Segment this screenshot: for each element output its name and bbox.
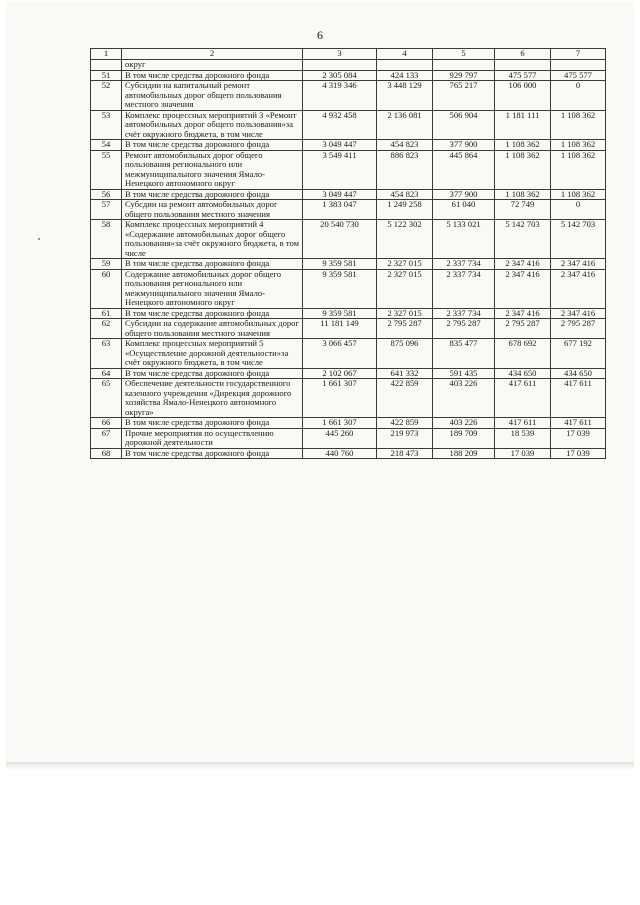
table-row [91,308,606,319]
value-col-3: 3 549 411 [303,150,377,189]
row-name: Субсидии на содержание автомобильных дорог общего пользования местного значения [122,319,303,339]
row-number [91,60,122,71]
row-number: 64 [91,368,122,379]
value-col-7: 2 347 416 [551,259,606,270]
value-col-6: 417 611 [495,379,551,418]
value-col-3: 2 305 084 [303,70,377,81]
value-col-4: 641 332 [377,368,433,379]
row-name: Субсдии на ремонт автомобильных дорог общего пользования местного значения [122,200,303,220]
table-row [91,60,606,71]
value-col-5: 2 795 287 [433,319,495,339]
value-col-6: 2 347 416 [495,259,551,270]
page-edge-shadow [6,762,634,770]
value-col-5: 61 040 [433,200,495,220]
value-col-4: 2 327 015 [377,269,433,308]
value-col-3: 3 049 447 [303,189,377,200]
value-col-7: 2 347 416 [551,269,606,308]
budget-table [90,48,606,459]
value-col-3: 3 066 457 [303,339,377,369]
header-cell: 1 [91,49,122,60]
value-col-7: 417 611 [551,418,606,429]
value-col-3: 11 181 149 [303,319,377,339]
value-col-6: 1 181 111 [495,110,551,140]
table-row [91,428,606,448]
value-col-3: 2 102 067 [303,368,377,379]
row-number: 58 [91,220,122,259]
header-cell: 3 [303,49,377,60]
value-col-5: 189 709 [433,428,495,448]
value-col-4: 219 973 [377,428,433,448]
value-col-4: 218 473 [377,448,433,459]
row-name: В том числе средства дорожного фонда [122,418,303,429]
value-col-4: 1 249 258 [377,200,433,220]
value-col-5: 506 904 [433,110,495,140]
row-name: В том числе средства дорожного фонда [122,140,303,151]
row-number: 57 [91,200,122,220]
row-name: Комплекс процессных мероприятий 5 «Осуществление дорожной деятельности»за счёт окружного бюджета, в том числе [122,339,303,369]
value-col-7: 1 108 362 [551,140,606,151]
value-col-7: 1 108 362 [551,150,606,189]
value-col-5: 377 900 [433,189,495,200]
row-name: Ремонт автомобильных дорог общего пользования регионального или межмуниципального значения Ямало-Ненецкого автономного округ [122,150,303,189]
table-row [91,319,606,339]
value-col-3: 3 049 447 [303,140,377,151]
value-col-4: 424 133 [377,70,433,81]
table-row [91,110,606,140]
value-col-6: 18 539 [495,428,551,448]
value-col-4: 454 823 [377,140,433,151]
value-col-5: 765 217 [433,81,495,111]
row-number: 67 [91,428,122,448]
value-col-4: 886 823 [377,150,433,189]
value-col-4: 422 859 [377,418,433,429]
value-col-7: 1 108 362 [551,189,606,200]
row-name: Комплекс процессных мероприятий 4 «Содержание автомобильных дорог общего пользования»за счёт окружного бюджета, в том числе [122,220,303,259]
value-col-7: 417 611 [551,379,606,418]
table-row [91,259,606,270]
row-name: В том числе средства дорожного фонда [122,259,303,270]
table-row [91,379,606,418]
table-row [91,418,606,429]
value-col-5: 2 337 734 [433,269,495,308]
value-col-6: 5 142 703 [495,220,551,259]
value-col-7: 17 039 [551,448,606,459]
value-col-7: 17 039 [551,428,606,448]
value-col-7: 2 795 287 [551,319,606,339]
value-col-4: 422 859 [377,379,433,418]
value-col-4: 5 122 302 [377,220,433,259]
value-col-4: 454 823 [377,189,433,200]
header-cell: 2 [122,49,303,60]
value-col-3: 1 383 047 [303,200,377,220]
value-col-4 [377,60,433,71]
table-row [91,189,606,200]
value-col-6: 1 108 362 [495,150,551,189]
value-col-3: 1 661 307 [303,418,377,429]
value-col-7 [551,60,606,71]
row-number: 62 [91,319,122,339]
value-col-6: 475 577 [495,70,551,81]
table-row [91,200,606,220]
value-col-4: 2 136 081 [377,110,433,140]
value-col-7: 5 142 703 [551,220,606,259]
table-row [91,140,606,151]
row-number: 61 [91,308,122,319]
value-col-4: 3 448 129 [377,81,433,111]
value-col-5: 403 226 [433,418,495,429]
value-col-3: 440 760 [303,448,377,459]
row-name: округ [122,60,303,71]
table-row [91,70,606,81]
value-col-3: 9 359 581 [303,269,377,308]
value-col-4: 2 795 287 [377,319,433,339]
row-number: 68 [91,448,122,459]
header-cell: 6 [495,49,551,60]
value-col-3: 4 319 346 [303,81,377,111]
value-col-5: 591 435 [433,368,495,379]
row-number: 55 [91,150,122,189]
value-col-7: 0 [551,81,606,111]
value-col-6: 1 108 362 [495,189,551,200]
row-name: Субсидии на капитальный ремонт автомобильных дорог общего пользования местного значения [122,81,303,111]
value-col-6: 72 749 [495,200,551,220]
value-col-3 [303,60,377,71]
header-cell: 5 [433,49,495,60]
header-cell: 7 [551,49,606,60]
value-col-5: 188 209 [433,448,495,459]
value-col-7: 0 [551,200,606,220]
row-number: 59 [91,259,122,270]
table-row [91,448,606,459]
value-col-6: 434 650 [495,368,551,379]
value-col-7: 1 108 362 [551,110,606,140]
table-row [91,339,606,369]
row-number: 60 [91,269,122,308]
value-col-5 [433,60,495,71]
value-col-7: 677 192 [551,339,606,369]
value-col-6: 1 108 362 [495,140,551,151]
value-col-4: 2 327 015 [377,259,433,270]
row-number: 66 [91,418,122,429]
value-col-4: 875 096 [377,339,433,369]
row-name: В том числе средства дорожного фонда [122,70,303,81]
value-col-5: 377 900 [433,140,495,151]
row-name: Прочие мероприятия по осуществлению дорожной деятельности [122,428,303,448]
table-row [91,269,606,308]
header-cell: 4 [377,49,433,60]
value-col-7: 2 347 416 [551,308,606,319]
row-name: Комплекс процессных мероприятий 3 «Ремонт автомобильных дорог общего пользования»за счёт окружного бюджета, в том числе [122,110,303,140]
value-col-3: 445 260 [303,428,377,448]
row-number: 51 [91,70,122,81]
scan-speck [38,238,40,240]
value-col-4: 2 327 015 [377,308,433,319]
value-col-5: 929 797 [433,70,495,81]
row-name: В том числе средства дорожного фонда [122,448,303,459]
value-col-6: 17 039 [495,448,551,459]
value-col-6 [495,60,551,71]
value-col-5: 2 337 734 [433,308,495,319]
value-col-6: 678 692 [495,339,551,369]
row-number: 53 [91,110,122,140]
value-col-6: 106 000 [495,81,551,111]
value-col-6: 2 347 416 [495,308,551,319]
value-col-3: 9 359 581 [303,259,377,270]
row-name: В том числе средства дорожного фонда [122,189,303,200]
value-col-7: 475 577 [551,70,606,81]
row-number: 54 [91,140,122,151]
row-name: В том числе средства дорожного фонда [122,308,303,319]
row-number: 52 [91,81,122,111]
header-row [91,49,606,60]
table-row [91,220,606,259]
value-col-5: 5 133 021 [433,220,495,259]
value-col-3: 9 359 581 [303,308,377,319]
value-col-5: 835 477 [433,339,495,369]
table-row [91,368,606,379]
value-col-5: 445 864 [433,150,495,189]
row-name: Обеспечение деятельности государственного казенного учреждения «Дирекция дорожного хозяйства Ямало-Ненецкого автономного округа» [122,379,303,418]
value-col-7: 434 650 [551,368,606,379]
value-col-6: 2 795 287 [495,319,551,339]
page-number: 6 [317,28,323,42]
table-row [91,150,606,189]
table-row [91,81,606,111]
value-col-5: 2 337 734 [433,259,495,270]
row-number: 63 [91,339,122,369]
value-col-3: 4 932 458 [303,110,377,140]
row-name: Содержание автомобильных дорог общего пользования регионального или межмуниципального значения Ямало-Ненецкого автономного округ [122,269,303,308]
row-name: В том числе средства дорожного фонда [122,368,303,379]
value-col-3: 20 540 730 [303,220,377,259]
row-number: 56 [91,189,122,200]
row-number: 65 [91,379,122,418]
value-col-6: 2 347 416 [495,269,551,308]
value-col-6: 417 611 [495,418,551,429]
value-col-5: 403 226 [433,379,495,418]
value-col-3: 1 661 307 [303,379,377,418]
